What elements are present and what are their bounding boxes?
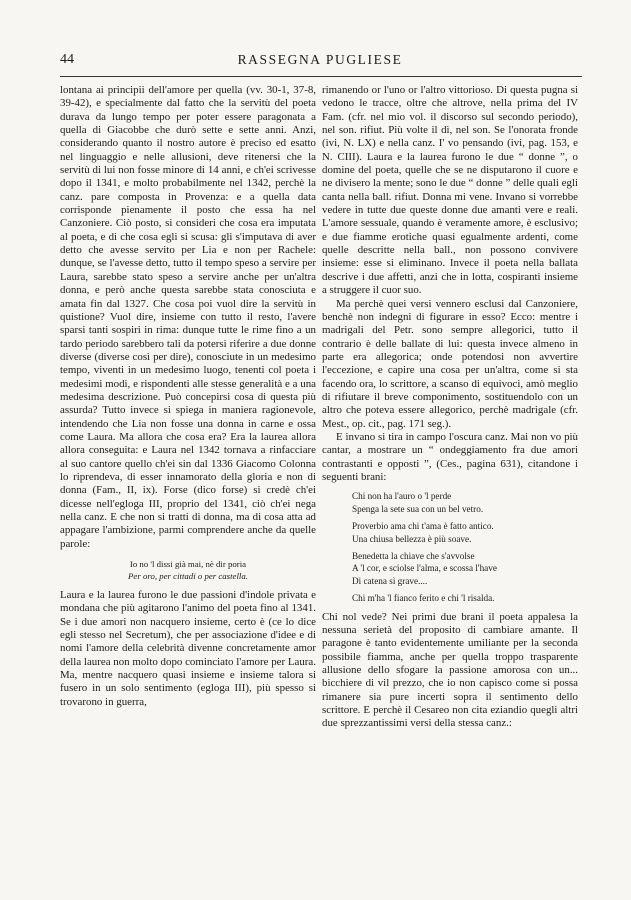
verse-line: A 'l cor, e sciolse l'alma, e scossa l'have bbox=[352, 563, 497, 574]
running-title: RASSEGNA PUGLIESE bbox=[237, 52, 403, 67]
verse-line: Chi non ha l'auro o 'l perde bbox=[352, 491, 452, 502]
left-paragraph-2: Laura e la laurea furono le due passioni d'indole privata e mondana che più agitarono l'animo del poeta fino al 1341. Se i due amori non nacquero insieme, certo è (ce lo dice egli stesso nel Secretum), che per associazione d'idee e di nomi l'amore della celebrità divenne concretamente amor della laurea non molto dopo cominciato l'amore per Laura. Ma, mentre nacquero quasi insieme e insieme talora si fusero in un solo sentimento (egloga III), più spesso si trovarono in guerra, bbox=[60, 589, 316, 708]
quote-line: Per oro, per cittadi o per castella. bbox=[128, 570, 248, 581]
page-number: 44 bbox=[60, 52, 74, 67]
right-column bbox=[322, 84, 578, 731]
verse-line: Chi m'ha 'l fianco ferito e chi 'l risalda. bbox=[352, 592, 495, 603]
header-rule bbox=[60, 76, 582, 77]
right-paragraph-3: E invano si tira in campo l'oscura canz. Mai non vo più cantar, a mostrare un “ ondeggiamento fra due amori contrastanti e opposti ”, (Ces., pagina 631), citandone i seguenti brani: bbox=[322, 430, 578, 483]
verse-line: Di catena sì grave.... bbox=[352, 576, 428, 587]
quote-line: Io no 'l dissi già mai, nè dir poria bbox=[129, 559, 247, 570]
right-paragraph-1: rimanendo or l'uno or l'altro vittorioso. Di questa pugna si vedono le tracce, oltre che altrove, nella prima del IV Fam. (cfr. nel mio vol. il discorso sul secondo periodo), nel son. rifiut. Più volte il dì, nel son. Se l'onorata fronde (ivi, N. LX) e nella canz. I' vo pensando (ivi, pag. 153, e N. CIII). Laura e la laurea furono le due “ donne ”, o domine del poeta, quelle che se ne disputarono il cuore e ne divisero la mente; sono le due “ donne ” delle quali egli canta nella ball. rifiut. Donna mi vene. Invano si vorrebbe vedere in tutte due queste donne due amanti vere e reali. L'amore sessuale, quando è veramente amore, è esclusivo; e due fiamme erotiche quasi egualmente ardenti, come quelle descritte nella ball., non possono convivere insieme: esse si eliminano. Invece il poeta nella ballata descrive i due affetti, anzi che in lotta, cospiranti insieme a struggere il cuor suo. bbox=[322, 84, 578, 297]
left-column bbox=[60, 84, 316, 709]
right-paragraph-4: Chi nol vede? Nei primi due brani il poeta appalesa la nessuna serietà del proposito di cambiare amante. Il paragone è tanto evidentemente umiliante per la seconda possibile fiamma, anche per quella troppo trasparente allusione dello sfogare la passione amorosa con un... bicchiere di vil prezzo, che io non capisco come si possa rimanere sia pure incerti sopra il sentimento dello scrittore. E perchè il Cesareo non cita eziandio quegli altri due sprezzantissimi versi della stessa canz.: bbox=[322, 610, 578, 730]
page-header bbox=[60, 50, 580, 72]
left-paragraph-1: lontana ai principii dell'amore per quella (vv. 30-1, 37-8, 39-42), e specialmente dal fatto che la servitù del poeta durava da lungo tempo per poter essere paragonata a quella di Giacobbe che durò sette e sette anni. Anzi, considerando quanto il nostro autore è preciso ed esatto nel linguaggio e nelle allusioni, deve ritenersi che la servitù di lui non fosse minore di 14 anni, e ch'ei scrivesse dopo il 1341, e molto probabilmente nel 1342, perchè la canz. pare composta in Provenza: e a quella data corrisponde pienamente il posto che essa ha nel Canzoniere. Ciò posto, si consideri che cosa era imputata al poeta, e di che cosa egli si scusa: gli s'imputava di aver detto che avesse servito per Lia e non per Rachele: dunque, se l'avesse detto, tutto il tempo speso a servire per Laura, sarebbe stato speso a servire anche per un'altra donna, e però anche questa sarebbe stata conosciuta e amata fin dal 1327. Che cosa poi vuol dire la servitù in quistione? Vuol dire, insieme con tutto il resto, l'avere sparsi tanti sospiri in rima: dunque tutte le rime fino a un tardo periodo sarebbero tali da potersi riferire a due donne diverse (diverse così per dire), conosciute in un medesimo tempo, viventi in un medesimo luogo, tenenti col poeta i medesimi modi, e rispondenti alle stesse generalità e a una medesima descrizione. Può concepirsi cosa di questa più assurda? Tutto invece si spiega in maniera ragionevole, intendendo che Lia non fosse una donna in carne e ossa come Laura. Ma allora che cosa era? Era la laurea allora allora conseguita: e Laura nel 1342 tornava a rinfacciare al suo cantore quello ch'ei sin dal 1336 Giacomo Colonna lo riprendeva, di esser innamorato della gloria e non di donna (Fam., II, ix). Forse (dico forse) si credè ch'ei dicesse nell'egloga III, proprio del 1341, ciò ch'ei nega nella canz. E che non si tratti di donna, ma di cosa atta ad appagare l'ambizione, parmi comprendere anche da quelle parole: bbox=[60, 84, 316, 550]
left-quote bbox=[60, 559, 316, 582]
verse-quotation bbox=[352, 490, 578, 604]
verse-line: Spenga la sete sua con un bel vetro. bbox=[352, 504, 484, 515]
verse-line: Una chiusa bellezza è più soave. bbox=[352, 533, 472, 544]
verse-stanza bbox=[352, 592, 578, 605]
verse-line: Proverbio ama chi t'ama è fatto antico. bbox=[352, 520, 494, 531]
right-paragraph-2: Ma perchè quei versi vennero esclusi dal Canzoniere, benchè non indegni di figurare in esso? Ecco: mentre i madrigali del Petr. sono sempre allegorici, tutto il contrario è delle ballate di lui: questa invece almeno in parte era allegorica; onde potendosi non avvertire l'eccezione, e capire una cosa per un'altra, come si sta facendo ora, lo scrittore, a scanso di equivoci, amò meglio di rifiutare il breve componimento, sostituendolo con un altro che poteva essere allegorico, perchè madrigale (cfr. Mest., op. cit., pag. 171 seg.). bbox=[322, 297, 578, 430]
verse-stanza bbox=[352, 550, 578, 588]
verse-line: Benedetta la chiave che s'avvolse bbox=[352, 550, 475, 561]
verse-stanza bbox=[352, 490, 578, 516]
verse-stanza bbox=[352, 520, 578, 546]
